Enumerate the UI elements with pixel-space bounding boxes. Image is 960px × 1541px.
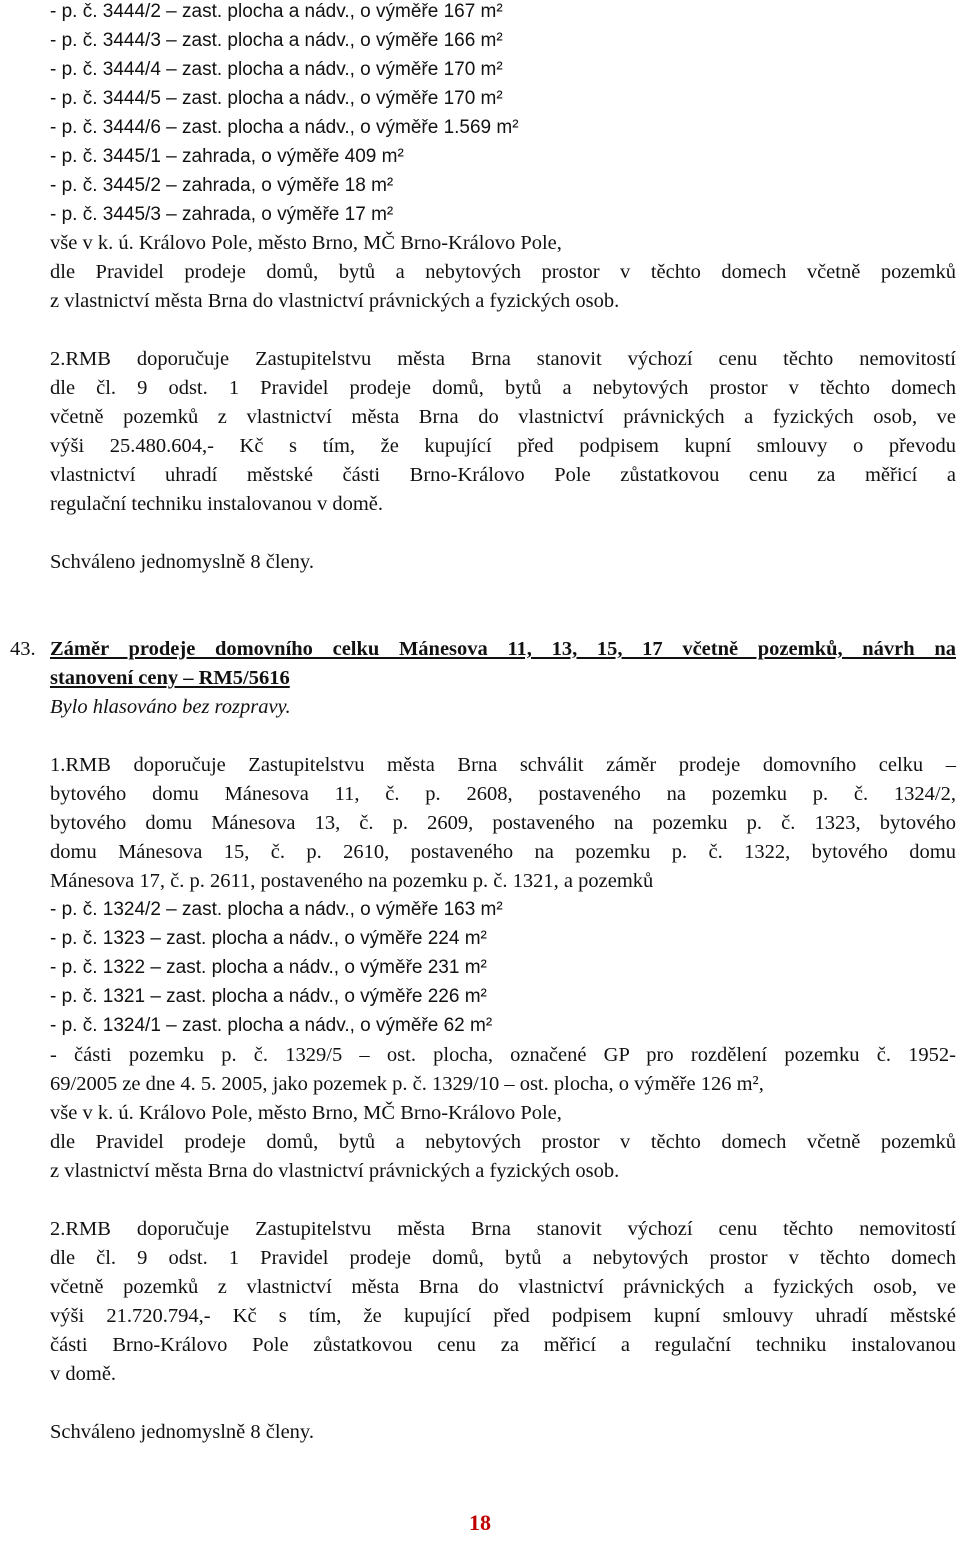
approval-text: Schváleno jednomyslně 8 členy. — [50, 551, 314, 573]
resolution-line: vlastnictví uhradí městské části Brno-Královo Pole zůstatkovou cenu za měřicí a — [50, 464, 956, 486]
part-line: vše v k. ú. Královo Pole, město Brno, MČ Brno-Královo Pole, — [50, 1102, 562, 1124]
item-heading — [10, 637, 956, 661]
parcel-line: - p. č. 1321 – zast. plocha a nádv., o výměře 226 m² — [50, 986, 487, 1007]
parcel-line: - p. č. 1322 – zast. plocha a nádv., o výměře 231 m² — [50, 957, 487, 978]
resolution-line: 1.RMB doporučuje Zastupitelstvu města Brna schválit záměr prodeje domovního celku – — [50, 754, 956, 776]
approval-text: Schváleno jednomyslně 8 členy. — [50, 1421, 314, 1443]
parcel-line: - p. č. 3445/2 – zahrada, o výměře 18 m² — [50, 175, 394, 196]
resolution-line: bytového domu Mánesova 13, č. p. 2609, postaveného na pozemku p. č. 1323, bytového — [50, 812, 956, 834]
resolution-line: domu Mánesova 15, č. p. 2610, postaveného na pozemku p. č. 1322, bytového domu — [50, 841, 956, 863]
parcel-line: - p. č. 1324/1 – zast. plocha a nádv., o výměře 62 m² — [50, 1015, 493, 1036]
closing-line: dle Pravidel prodeje domů, bytů a nebytových prostor v těchto domech včetně pozemků — [50, 261, 956, 283]
resolution-line: v domě. — [50, 1363, 117, 1385]
item-number: 43. — [10, 638, 36, 660]
parcel-line: - p. č. 3444/6 – zast. plocha a nádv., o výměře 1.569 m² — [50, 117, 519, 138]
parcel-line: - p. č. 1324/2 – zast. plocha a nádv., o výměře 163 m² — [50, 899, 503, 920]
resolution-line: včetně pozemků z vlastnictví města Brna do vlastnictví právnických a fyzických osob, ve — [50, 406, 956, 428]
page-number: 18 — [469, 1510, 491, 1535]
resolution-line: bytového domu Mánesova 11, č. p. 2608, postaveného na pozemku p. č. 1324/2, — [50, 783, 956, 805]
resolution-line: výši 25.480.604,- Kč s tím, že kupující před podpisem kupní smlouvy o převodu — [50, 435, 956, 457]
parcel-line: - p. č. 3445/3 – zahrada, o výměře 17 m² — [50, 204, 394, 225]
resolution-line: regulační techniku instalovanou v domě. — [50, 493, 384, 515]
parcel-line: - p. č. 3444/3 – zast. plocha a nádv., o výměře 166 m² — [50, 30, 503, 51]
resolution-line: Mánesova 17, č. p. 2611, postaveného na pozemku p. č. 1321, a pozemků — [50, 870, 654, 892]
part-line: z vlastnictví města Brna do vlastnictví právnických a fyzických osob. — [50, 1160, 620, 1182]
parcel-line: - p. č. 3444/5 – zast. plocha a nádv., o výměře 170 m² — [50, 88, 503, 109]
resolution-line: 2.RMB doporučuje Zastupitelstvu města Brna stanovit výchozí cenu těchto nemovitostí — [50, 1218, 956, 1240]
parcel-line: - p. č. 3445/1 – zahrada, o výměře 409 m² — [50, 146, 404, 167]
resolution-line: včetně pozemků z vlastnictví města Brna do vlastnictví právnických a fyzických osob, ve — [50, 1276, 956, 1298]
closing-line: z vlastnictví města Brna do vlastnictví právnických a fyzických osob. — [50, 290, 620, 312]
resolution-line: části Brno-Královo Pole zůstatkovou cenu za měřicí a regulační techniku instalovanou — [50, 1334, 956, 1356]
resolution-line: dle čl. 9 odst. 1 Pravidel prodeje domů, bytů a nebytových prostor v těchto domech — [50, 1247, 956, 1269]
item-title-line2: stanovení ceny – RM5/5616 — [50, 667, 290, 689]
resolution-line: výši 21.720.794,- Kč s tím, že kupující před podpisem kupní smlouvy uhradí městské — [50, 1305, 956, 1327]
resolution-line: dle čl. 9 odst. 1 Pravidel prodeje domů, bytů a nebytových prostor v těchto domech — [50, 377, 956, 399]
parcel-line: - p. č. 3444/4 – zast. plocha a nádv., o výměře 170 m² — [50, 59, 503, 80]
closing-line: vše v k. ú. Královo Pole, město Brno, MČ Brno-Královo Pole, — [50, 232, 562, 254]
item-title-line1: Záměr prodeje domovního celku Mánesova 11, 13, 15, 17 včetně pozemků, návrh na — [50, 638, 956, 660]
voting-note: Bylo hlasováno bez rozpravy. — [50, 696, 291, 718]
part-line: dle Pravidel prodeje domů, bytů a nebytových prostor v těchto domech včetně pozemků — [50, 1131, 956, 1153]
parcel-line: - p. č. 1323 – zast. plocha a nádv., o výměře 224 m² — [50, 928, 487, 949]
part-line: 69/2005 ze dne 4. 5. 2005, jako pozemek p. č. 1329/10 – ost. plocha, o výměře 126 m², — [50, 1073, 764, 1095]
part-line: - části pozemku p. č. 1329/5 – ost. plocha, označené GP pro rozdělení pozemku č. 1952- — [50, 1044, 956, 1066]
resolution-line: 2.RMB doporučuje Zastupitelstvu města Brna stanovit výchozí cenu těchto nemovitostí — [50, 348, 956, 370]
parcel-line: - p. č. 3444/2 – zast. plocha a nádv., o výměře 167 m² — [50, 1, 503, 22]
